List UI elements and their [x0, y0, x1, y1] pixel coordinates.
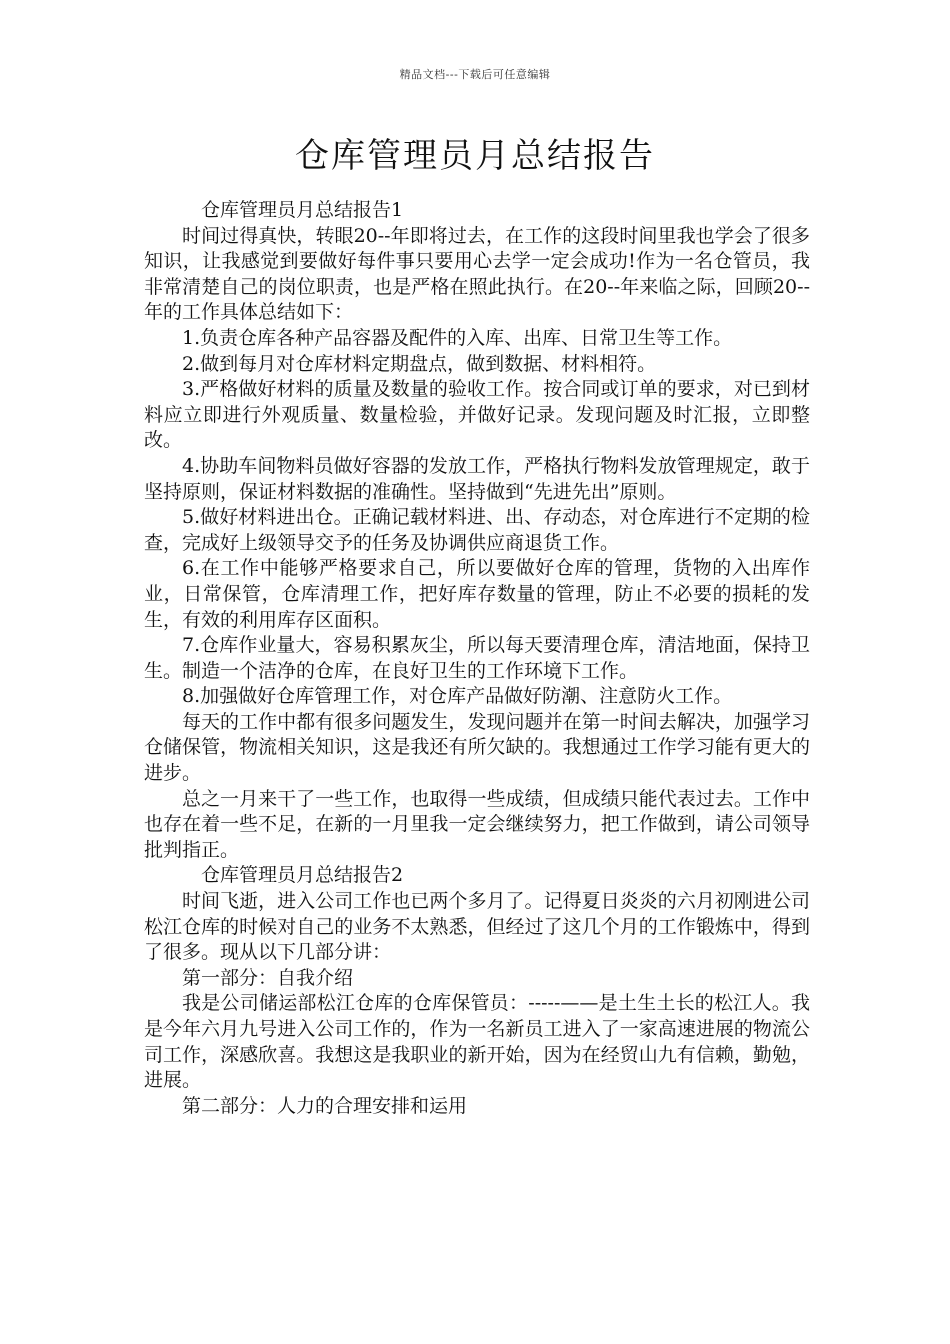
list-item: 2.做到每月对仓库材料定期盘点，做到数据、材料相符。	[182, 352, 657, 375]
list-item: 8.加强做好仓库管理工作，对仓库产品做好防潮、注意防火工作。	[182, 685, 733, 708]
section-heading: 仓库管理员月总结报告1	[201, 199, 404, 221]
subsection-heading: 第二部分：人力的合理安排和运用	[182, 1094, 468, 1117]
paragraph: 时间过得真快，转眼20--年即将过去，在工作的这段时间里我也学会了很多知识，让我感觉到要做好每件事只要用心去学一定会成功!作为一名仓管员，我非常清楚自己的岗位职责，也是严格在照此执行。在20--年来临之际，回顾20--年的工作具体总结如下：	[144, 224, 810, 324]
paragraph: 每天的工作中都有很多问题发生，发现问题并在第一时间去解决，加强学习仓储保管，物流相关知识，这是我还有所欠缺的。我想通过工作学习能有更大的进步。	[144, 710, 810, 785]
document-title: 仓库管理员月总结报告	[295, 136, 655, 176]
list-item: 6.在工作中能够严格要求自己，所以要做好仓库的管理，货物的入出库作业，日常保管，仓库清理工作，把好库存数量的管理，防止不必要的损耗的发生，有效的利用库存区面积。	[144, 557, 810, 631]
header-note: 精品文档---下载后可任意编辑	[399, 68, 551, 81]
list-item: 1.负责仓库各种产品容器及配件的入库、出库、日常卫生等工作。	[182, 326, 733, 349]
list-item: 4.协助车间物料员做好容器的发放工作，严格执行物料发放管理规定，敢于坚持原则，保证材料数据的准确性。坚持做到“先进先出”原则。	[144, 454, 810, 503]
paragraph: 我是公司储运部松江仓库的仓库保管员：-----——是土生土长的松江人。我是今年六月九号进入公司工作的，作为一名新员工进入了一家高速进展的物流公司工作，深感欣喜。我想这是我职业的新开始，因为在经贸山九有信赖，勤勉，进展。	[144, 992, 810, 1092]
subsection-heading: 第一部分：自我介绍	[182, 966, 354, 989]
document-body	[144, 198, 810, 1119]
paragraph: 时间飞逝，进入公司工作也已两个多月了。记得夏日炎炎的六月初刚进公司松江仓库的时候对自己的业务不太熟悉，但经过了这几个月的工作锻炼中，得到了很多。现从以下几部分讲：	[144, 890, 810, 964]
list-item: 3.严格做好材料的质量及数量的验收工作。按合同或订单的要求，对已到材料应立即进行外观质量、数量检验，并做好记录。发现问题及时汇报，立即整改。	[144, 378, 810, 452]
section-heading: 仓库管理员月总结报告2	[201, 864, 404, 887]
list-item: 7.仓库作业量大，容易积累灰尘，所以每天要清理仓库，清洁地面，保持卫生。制造一个洁净的仓库，在良好卫生的工作环境下工作。	[144, 634, 810, 682]
paragraph: 总之一月来干了一些工作，也取得一些成绩，但成绩只能代表过去。工作中也存在着一些不足，在新的一月里我一定会继续努力，把工作做到，请公司领导批判指正。	[144, 787, 810, 861]
list-item: 5.做好材料进出仓。正确记载材料进、出、存动态，对仓库进行不定期的检查，完成好上级领导交予的任务及协调供应商退货工作。	[144, 506, 810, 554]
